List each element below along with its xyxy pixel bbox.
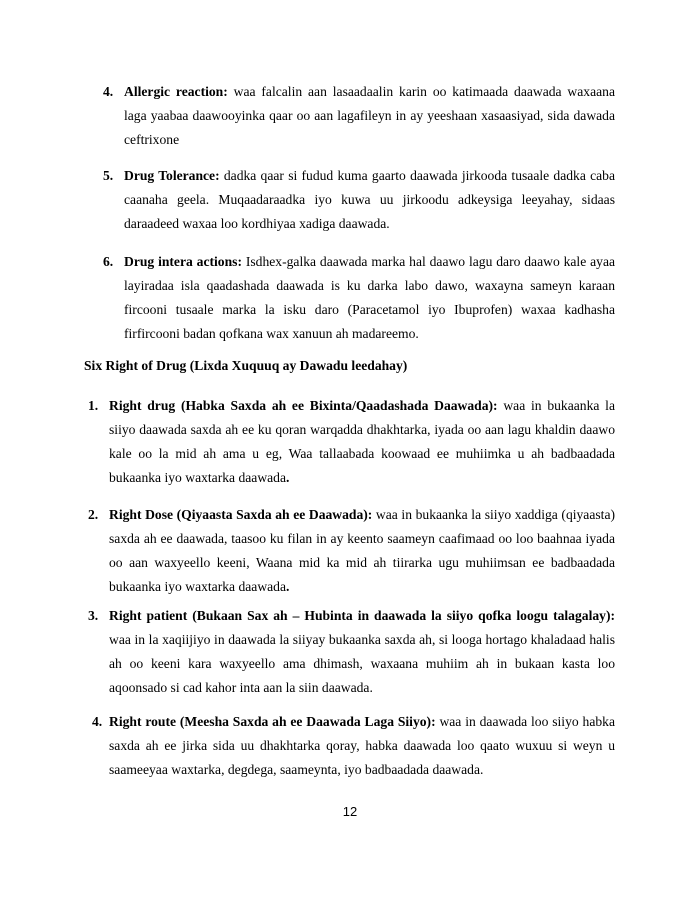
list-number: 4.	[103, 84, 114, 99]
list-term: Right Dose (Qiyaasta Saxda ah ee Daawada):	[109, 507, 373, 522]
list-item-drug-tolerance	[124, 164, 615, 236]
list-end: .	[286, 470, 290, 485]
list-item-right-patient	[109, 604, 615, 700]
list-term: Right patient (Bukaan Sax ah – Hubinta in daawada la siiyo qofka loogu talagalay):	[109, 608, 615, 623]
list-text: waa in daawada loo siiyo habka saxda ah ee jirka sida uu dhakhtarka qoray, habka daawada loo qaato wuxuu si weyn u saameeyaa waxtarka, degdega, saameynta, iyo badbaadada daawada.	[109, 714, 615, 777]
page-number: 12	[342, 804, 358, 819]
list-number: 5.	[103, 168, 114, 183]
list-number: 1.	[88, 398, 99, 413]
list-number: 3.	[88, 608, 99, 623]
list-text: waa in bukaanka la siiyo xaddiga (qiyaasta) saxda ah ee daawada, taasoo ku filan in ay keento saameyn caafimaad oo loo baahnaa iyada oo aan waxyeello keeni, Waana mid ka mid ah tiirarka ugu muhiimsan ee badbaadada bukaanka iyo waxtarka daawada	[109, 507, 616, 594]
list-text: waa falcalin aan lasaadaalin karin oo katimaada daawada waxaana laga yaabaa daawooyinka qaar oo aan lagafileyn in ay yeeshaan xasaasiyad, sida dawada ceftrixone	[124, 84, 615, 147]
list-text: waa in bukaanka la siiyo daawada saxda ah ee ku qoran warqadda dhakhtarka, iyada oo aan lagu khaldin daawo kale oo la mid ah ama u eg, Waa tallaabada koowaad ee muhiimka u ah badbaadada bukaanka iyo waxtarka daawada	[109, 398, 615, 485]
list-item-right-drug	[109, 394, 615, 490]
list-item-right-route	[109, 710, 615, 782]
list-number: 2.	[88, 507, 99, 522]
list-item-right-dose	[109, 503, 615, 599]
list-term: Drug intera actions:	[124, 254, 242, 269]
list-term: Drug Tolerance:	[124, 168, 220, 183]
list-number: 6.	[103, 254, 114, 269]
list-text: Isdhex-galka daawada marka hal daawo lagu daro daawo kale ayaa layiradaa isla qaadashada daawada is ku darka labo dawo, waxayna sameyn karaan fircooni tusaale marka la isku daro (Paracetamol iyo Ibuprofen) waxaa kadhasha firfircooni badan qofkana wax xanuun ah madareemo.	[124, 254, 616, 341]
list-term: Allergic reaction:	[124, 84, 228, 99]
list-text: waa in la xaqiijiyo in daawada la siiyay bukaanka saxda ah, si looga hortago khaladaad halis ah oo keeni kara waxyeello ama dhimash, waxaana muhiim ah in bukaan kasta loo aqoonsado si cad kahor inta aan la siin daawada.	[109, 632, 615, 695]
list-end: .	[286, 579, 290, 594]
list-term: Right drug (Habka Saxda ah ee Bixinta/Qaadashada Daawada):	[109, 398, 498, 413]
list-item-drug-interactions	[124, 250, 615, 346]
list-text: dadka qaar si fudud kuma gaarto daawada jirkooda tusaale dadka caba caanaha geela. Muqaadaraadka iyo kuwa uu jirkoodu adkeysiga leeyahay, sidaas daraadeed waxaa loo kordhiyaa xadiga daawada.	[124, 168, 615, 231]
list-number: 4.	[92, 714, 103, 729]
list-item-allergic-reaction	[124, 80, 615, 152]
list-term: Right route (Meesha Saxda ah ee Daawada Laga Siiyo):	[109, 714, 436, 729]
section-heading: Six Right of Drug (Lixda Xuquuq ay Dawadu leedahay)	[84, 358, 408, 373]
